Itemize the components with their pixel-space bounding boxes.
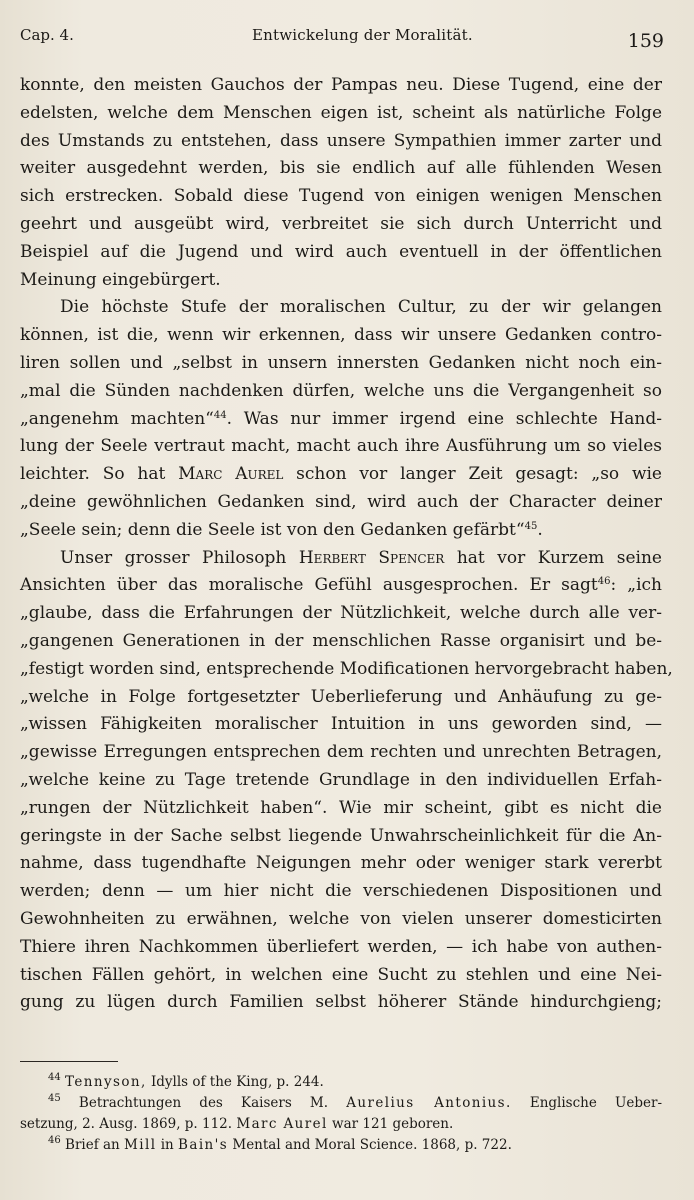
footnote-text: Idylls of the King, p. 244. <box>150 1074 324 1090</box>
text-line: „Seele sein; denn die Seele ist von den Gedanken gefärbt“$^{45}$. <box>20 519 543 540</box>
footnote-number: 44 <box>48 1072 61 1083</box>
footnote-text: in <box>160 1137 174 1153</box>
text-line <box>20 572 662 600</box>
text-line: weiter ausgedehnt werden, bis sie endlich auf alle fühlenden Wesen <box>20 158 662 179</box>
text-segment: : „ich <box>610 575 662 596</box>
text-line: „festigt worden sind, entsprechende Modificationen hervorgebracht haben, <box>20 658 673 679</box>
footnote-text: setzung, 2. Ausg. 1869, p. 112. <box>20 1116 233 1132</box>
main-text <box>20 72 673 1017</box>
text-line: „mal die Sünden nachdenken dürfen, welche uns die Vergangenheit so <box>20 380 662 401</box>
text-line: Meinung eingebürgert. <box>20 269 221 290</box>
text-line: edelsten, welche dem Menschen eigen ist, scheint als natürliche Folge <box>20 102 662 123</box>
footnote-number: 46 <box>48 1135 61 1146</box>
text-segment: leichter. So hat <box>20 464 166 485</box>
text-line: nahme, dass tugendhafte Neigungen mehr oder weniger stark vererbt <box>20 853 662 874</box>
text-segment: Was nur immer irgend eine schlechte Hand- <box>243 408 662 429</box>
text-segment: schon vor langer Zeit gesagt: „so wie <box>296 464 662 485</box>
footnote-number: 45 <box>48 1093 61 1104</box>
footnote-text: war 121 geboren. <box>332 1116 454 1132</box>
text-line: sich erstrecken. Sobald diese Tugend von einigen wenigen Menschen <box>20 186 662 207</box>
text-line: tischen Fällen gehört, in welchen eine Sucht zu stehlen und eine Nei- <box>20 964 662 985</box>
footnote-ref-45: 45 <box>524 520 538 532</box>
text-line: geringste in der Sache selbst liegende Unwahrscheinlichkeit für die An- <box>20 825 662 846</box>
text-line: „rungen der Nützlichkeit haben“. Wie mir scheint, gibt es nicht die <box>20 797 662 818</box>
text-line: konnte, den meisten Gauchos der Pampas neu. Diese Tugend, eine der <box>20 75 662 95</box>
text-line: „glaube, dass die Erfahrungen der Nützlichkeit, welche durch alle ver- <box>20 603 662 624</box>
footnote-ref-44: 44 <box>213 409 227 421</box>
text-line: „angenehm machten“$^{44}$. Was nur immer irgend eine schlechte Hand- <box>20 408 662 429</box>
text-line: Thiere ihren Nachkommen überliefert werden, — ich habe von authen- <box>20 936 662 957</box>
footnote-44 <box>20 1072 662 1093</box>
text-line: „welche keine zu Tage tretende Grundlage in den individuellen Erfah- <box>20 769 662 790</box>
text-segment: „angenehm machten“ <box>20 408 214 429</box>
text-line <box>20 545 662 573</box>
page-number: 159 <box>627 30 664 52</box>
footnote-46 <box>20 1135 662 1156</box>
text-line: werden; denn — um hier nicht die verschiedenen Dispositionen und <box>20 881 662 902</box>
text-line: „wissen Fähigkeiten moralischer Intuition in uns geworden sind, — <box>20 714 662 735</box>
chapter-label: Cap. 4. <box>20 26 74 44</box>
text-line: des Umstands zu entstehen, dass unsere Sympathien immer zarter und <box>20 130 662 151</box>
footnote-author: Tennyson, <box>65 1074 147 1090</box>
footnote-text: Englische Ueber- <box>529 1095 663 1111</box>
text-line: Gewohnheiten zu erwähnen, welche von vielen unserer domesticirten <box>20 908 662 929</box>
text-line: lung der Seele vertraut macht, macht auch ihre Ausführung um so vieles <box>20 436 662 457</box>
text-line <box>20 461 662 489</box>
text-line: liren sollen und „selbst in unsern innersten Gedanken nicht noch ein- <box>20 352 662 373</box>
footnote-text: Mental and Moral Science. 1868, p. 722. <box>232 1137 512 1153</box>
text-line: können, ist die, wenn wir erkennen, dass wir unsere Gedanken contro- <box>20 325 662 346</box>
footnote-text: Brief an <box>65 1137 120 1153</box>
footnote-ref-46: 46 <box>597 576 611 588</box>
text-segment: „Seele sein; denn die Seele ist von den Gedanken gefärbt“ <box>20 519 525 540</box>
running-header <box>20 22 664 56</box>
text-segment: hat vor Kurzem seine <box>456 547 662 568</box>
footnote-45 <box>20 1093 662 1114</box>
footnote-author: Marc Aurel <box>236 1116 328 1132</box>
text-line: Die höchste Stufe der moralischen Cultur, zu der wir gelangen <box>60 297 662 318</box>
running-title: Entwickelung der Moralität. <box>252 26 473 44</box>
footnote-45-cont <box>20 1114 662 1135</box>
footnote-text: Betrachtungen des Kaisers M. <box>78 1095 329 1111</box>
text-line: geehrt und ausgeübt wird, verbreitet sie sich durch Unterricht und <box>20 213 662 234</box>
name-herbert-spencer: Herbert Spencer <box>298 547 445 568</box>
text-segment: Unser grosser Philosoph <box>60 547 287 568</box>
footnote-author: Aurelius Antonius. <box>346 1095 512 1111</box>
text-line: gung zu lügen durch Familien selbst höherer Stände hindurchgieng; <box>20 992 662 1013</box>
footnote-divider <box>20 1061 118 1062</box>
footnote-author: Bain's <box>178 1137 229 1153</box>
footnote-author: Mill <box>124 1137 157 1153</box>
name-marc-aurel: Marc Aurel <box>178 464 284 485</box>
text-line: „welche in Folge fortgesetzter Ueberlieferung und Anhäufung zu ge- <box>20 686 662 707</box>
text-line: „deine gewöhnlichen Gedanken sind, wird auch der Character deiner <box>20 491 662 512</box>
text-line: „gangenen Generationen in der menschlichen Rasse organisirt und be- <box>20 630 662 651</box>
text-line: Beispiel auf die Jugend und wird auch eventuell in der öffentlichen <box>20 241 662 262</box>
text-segment: Ansichten über das moralische Gefühl ausgesprochen. Er sagt <box>20 575 598 596</box>
text-line: „gewisse Erregungen entsprechen dem rechten und unrechten Betragen, <box>20 742 662 763</box>
footnotes <box>20 1072 662 1156</box>
